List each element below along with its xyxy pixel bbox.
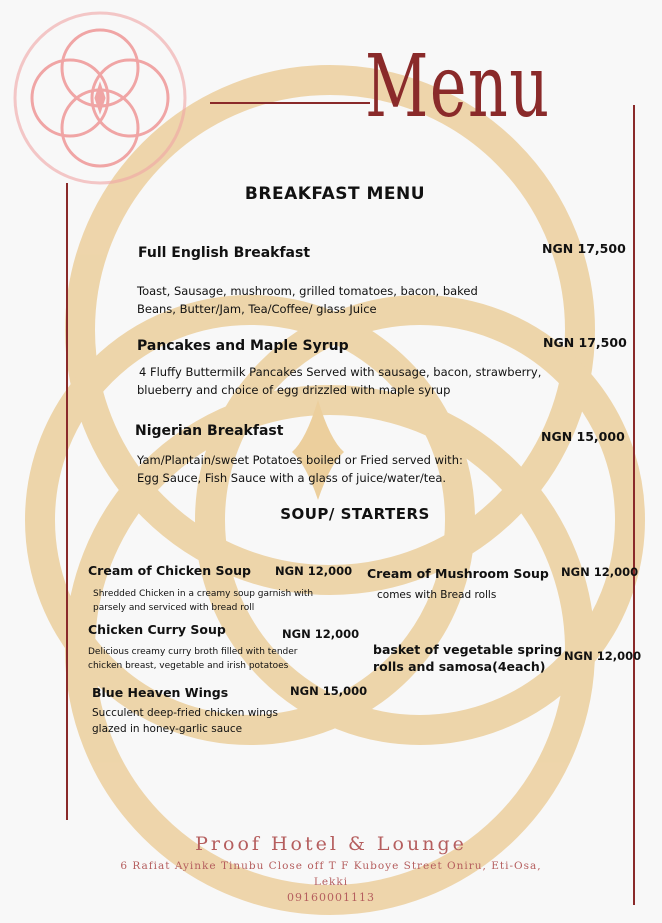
breakfast-item-price: NGN 17,500 (542, 241, 626, 256)
footer-address: 6 Rafiat Ayinke Tinubu Close off T F Kuboye Street Oniru, Eti-Osa, (120, 860, 542, 872)
footer-address-city: Lekki (313, 876, 349, 888)
breakfast-item-price: NGN 17,500 (543, 335, 627, 350)
breakfast-item-price: NGN 15,000 (541, 429, 625, 444)
soup-item-name: Cream of Chicken Soup (88, 563, 251, 578)
breakfast-item-desc: Toast, Sausage, mushroom, grilled tomatoes, bacon, baked (137, 284, 478, 298)
breakfast-item-desc: Egg Sauce, Fish Sauce with a glass of juice/water/tea. (137, 471, 447, 485)
breakfast-item-name: Pancakes and Maple Syrup (137, 338, 349, 354)
soup-item-price: NGN 12,000 (564, 649, 642, 663)
soup-item-name: rolls and samosa(4each) (373, 659, 546, 674)
soup-item-price: NGN 12,000 (561, 565, 639, 579)
footer-phone: 09160001113 (287, 891, 375, 904)
breakfast-item-desc: Yam/Plantain/sweet Potatoes boiled or Fried served with: (137, 453, 463, 467)
breakfast-item-desc: Beans, Butter/Jam, Tea/Coffee/ glass Juice (137, 302, 377, 316)
logo-icon (15, 13, 185, 183)
breakfast-item-desc: blueberry and choice of egg drizzled with maple syrup (137, 383, 451, 397)
soup-item-desc: Succulent deep-fried chicken wings (92, 707, 279, 719)
soup-item-desc: glazed in honey-garlic sauce (92, 723, 243, 735)
soup-item-desc: comes with Bread rolls (377, 589, 497, 601)
soup-item-price: NGN 12,000 (282, 627, 360, 641)
soup-item-desc: Delicious creamy curry broth filled with tender (88, 647, 298, 657)
soup-item-desc: chicken breast, vegetable and irish potatoes (88, 661, 289, 671)
soups-section-title: SOUP/ STARTERS (280, 505, 430, 523)
soup-item-desc: Shredded Chicken in a creamy soup garnish with (93, 589, 314, 599)
soup-item-desc: parsely and serviced with bread roll (93, 603, 255, 613)
soup-item-name: Cream of Mushroom Soup (367, 566, 549, 581)
footer-hotel-name: Proof Hotel & Lounge (195, 833, 467, 855)
breakfast-section-title: BREAKFAST MENU (244, 184, 426, 204)
soup-item-name: basket of vegetable spring (373, 642, 563, 657)
breakfast-item-name: Full English Breakfast (138, 245, 311, 261)
soup-item-price: NGN 12,000 (275, 564, 353, 578)
breakfast-item-desc: 4 Fluffy Buttermilk Pancakes Served with sausage, bacon, strawberry, (139, 365, 542, 379)
soup-item-name: Chicken Curry Soup (88, 622, 226, 637)
soup-item-price: NGN 15,000 (290, 684, 368, 698)
menu-title: Menu (365, 37, 551, 137)
soup-item-name: Blue Heaven Wings (92, 685, 229, 700)
breakfast-item-name: Nigerian Breakfast (135, 423, 284, 439)
